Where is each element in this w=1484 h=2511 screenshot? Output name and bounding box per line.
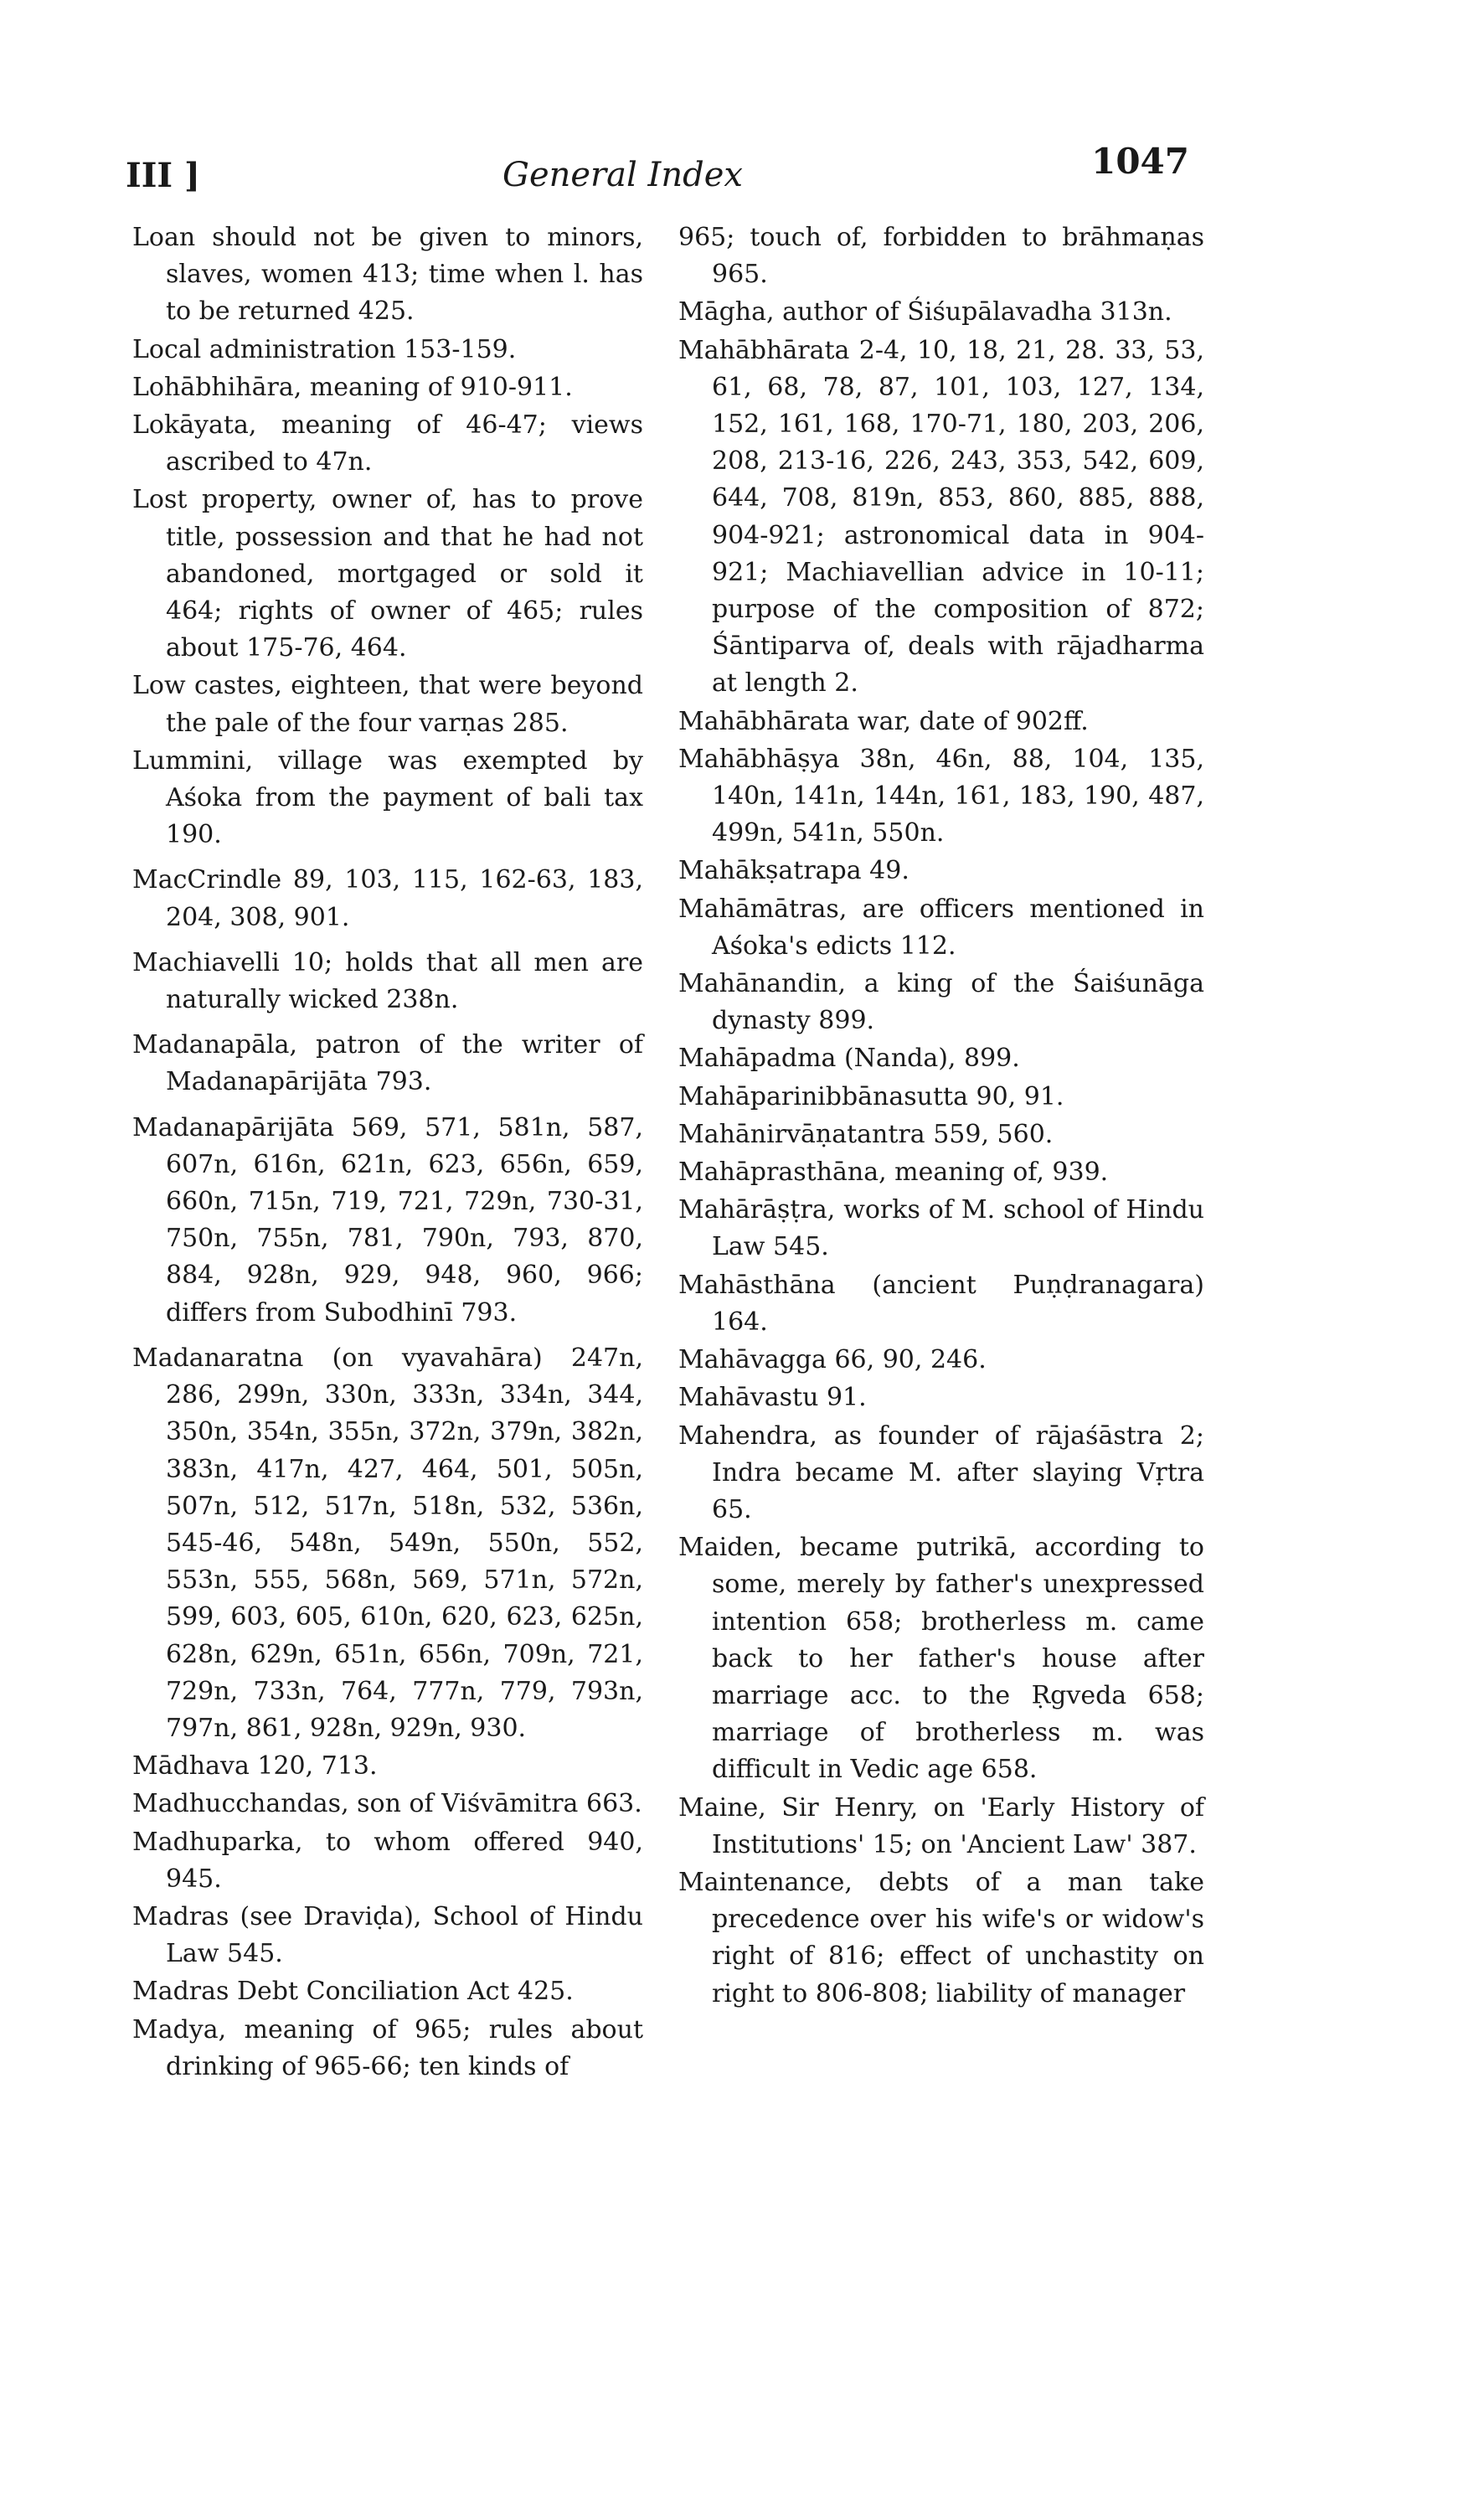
page-header (126, 141, 1189, 199)
right-column (678, 219, 1204, 2013)
index-entry: Mahāvastu 91. (678, 1383, 867, 1413)
index-entry: Machiavelli 10; holds that all men are naturally wicked 238n. (132, 947, 643, 1015)
index-entry: Lost property, owner of, has to prove title, possession and that he had not abandoned, mortgaged or sold it 464; rights of owner of 465; rules about 175-76, 464. (132, 485, 643, 663)
index-entry: Maintenance, debts of a man take precedence over his wife's or widow's right of 816; effect of unchastity on right to 806-808; liability of manager (678, 1867, 1204, 2008)
page-number: 1047 (1091, 141, 1189, 182)
index-entry: Madras (see Draviḍa), School of Hindu Law 545. (132, 1901, 643, 1969)
index-entry: Mahākṣatrapa 49. (678, 856, 909, 886)
index-entry: Mahāmātras, are officers mentioned in Aśoka's edicts 112. (678, 894, 1204, 961)
index-entry: Mahāvagga 66, 90, 246. (678, 1345, 987, 1375)
section-number: III ] (126, 156, 200, 195)
index-entry: Mahānirvāṇatantra 559, 560. (678, 1119, 1054, 1149)
index-entry: Madanapārijāta 569, 571, 581n, 587, 607n, 616n, 621n, 623, 656n, 659, 660n, 715n, 719, 721, 729n, 730-31, 750n, 755n, 781, 790n, 793, 870, 884, 928n, 929, 948, 960, 966; differs from Subodhinī 793. (132, 1112, 643, 1328)
index-entry: Low castes, eighteen, that were beyond the pale of the four varṇas 285. (132, 671, 643, 738)
index-entry: Mādhava 120, 713. (132, 1751, 378, 1781)
index-entry: Madhuparka, to whom offered 940, 945. (132, 1827, 643, 1894)
column-divider (657, 216, 659, 2511)
index-entry: Maiden, became putrikā, according to some, merely by father's unexpressed intention 658; brotherless m. came back to her father's house after marriage acc. to the Ṛgveda 658; marriage of brotherless m. was difficult in Vedic age 658. (678, 1533, 1204, 1785)
index-entry: Lummini, village was exempted by Aśoka from the payment of bali tax 190. (132, 745, 643, 850)
index-entry: Mahāpadma (Nanda), 899. (678, 1044, 1020, 1074)
index-entry: Mahāsthāna (ancient Puṇḍranagara) 164. (678, 1270, 1204, 1337)
index-entry: Māgha, author of Śiśupālavadha 313n. (678, 297, 1172, 327)
index-entry: Mahānandin, a king of the Śaiśunāga dynasty 899. (678, 969, 1204, 1036)
index-entry: Madhucchandas, son of Viśvāmitra 663. (132, 1789, 642, 1819)
index-entry: Madya, meaning of 965; rules about drinking of 965-66; ten kinds of (132, 2014, 643, 2081)
index-entry: Local administration 153-159. (132, 334, 517, 364)
index-entry: Mahārāṣṭra, works of M. school of Hindu Law 545. (678, 1195, 1204, 1262)
index-entry: Madanapāla, patron of the writer of Madanapārijāta 793. (132, 1030, 643, 1097)
left-column (132, 219, 643, 2086)
running-title: General Index (502, 156, 743, 194)
index-entry: Loan should not be given to minors, slaves, women 413; time when l. has to be returned 425. (132, 223, 643, 327)
index-entry: Mahāparinibbānasutta 90, 91. (678, 1081, 1064, 1111)
index-entry: Maine, Sir Henry, on 'Early History of Institutions' 15; on 'Ancient Law' 387. (678, 1792, 1204, 1859)
index-entry: Mahābhārata war, date of 902ff. (678, 706, 1089, 736)
index-entry: MacCrindle 89, 103, 115, 162-63, 183, 204, 308, 901. (132, 865, 643, 932)
index-entry: Mahābhāṣya 38n, 46n, 88, 104, 135, 140n, 141n, 144n, 161, 183, 190, 487, 499n, 541n, 550n. (678, 744, 1204, 848)
index-entry: Mahendra, as founder of rājaśāstra 2; Indra became M. after slaying Vṛtra 65. (678, 1420, 1204, 1524)
index-entry: Lokāyata, meaning of 46-47; views ascribed to 47n. (132, 410, 643, 477)
index-entry: Mahāprasthāna, meaning of, 939. (678, 1158, 1109, 1188)
index-entry: Mahābhārata 2-4, 10, 18, 21, 28. 33, 53, 61, 68, 78, 87, 101, 103, 127, 134, 152, 161, 168, 170-71, 180, 203, 206, 208, 213-16, 226, 243, 353, 542, 609, 644, 708, 819n, 853, 860, 885, 888, 904-921; astronomical data in 904-921; Machiavellian advice in 10-11; purpose of the composition of 872; Śāntiparva of, deals with rājadharma at length 2. (678, 335, 1204, 699)
index-entry: 965; touch of, forbidden to brāhmaṇas 965. (678, 223, 1204, 290)
index-entry: Madras Debt Conciliation Act 425. (132, 1977, 574, 2007)
index-entry: Madanaratna (on vyavahāra) 247n, 286, 299n, 330n, 333n, 334n, 344, 350n, 354n, 355n, 372n, 379n, 382n, 383n, 417n, 427, 464, 501, 505n, 507n, 512, 517n, 518n, 532, 536n, 545-46, 548n, 549n, 550n, 552, 553n, 555, 568n, 569, 571n, 572n, 599, 603, 605, 610n, 620, 623, 625n, 628n, 629n, 651n, 656n, 709n, 721, 729n, 733n, 764, 777n, 779, 793n, 797n, 861, 928n, 929n, 930. (132, 1343, 643, 1743)
index-entry: Lohābhihāra, meaning of 910-911. (132, 372, 573, 402)
